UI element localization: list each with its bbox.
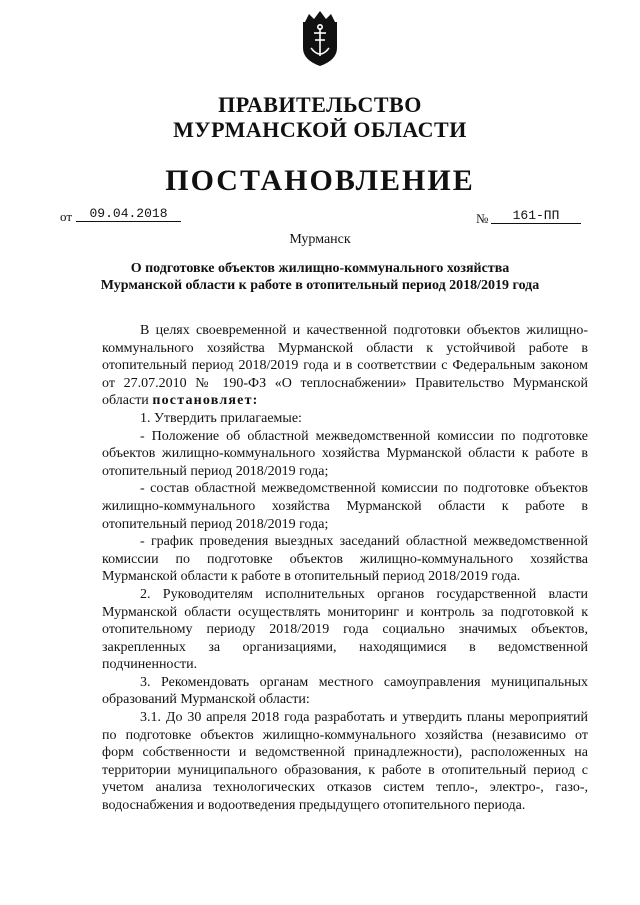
government-title-line1: ПРАВИТЕЛЬСТВО xyxy=(218,92,422,117)
item-3: 3. Рекомендовать органам местного самоуправления муниципальных образований Мурманской области: xyxy=(102,674,588,708)
item-1: 1. Утвердить прилагаемые: xyxy=(140,410,302,426)
document-number: 161-ПП xyxy=(491,208,581,224)
city-name: Мурманск xyxy=(289,232,351,247)
government-title-line2: МУРМАНСКОЙ ОБЛАСТИ xyxy=(173,117,467,142)
item-3-1: 3.1. До 30 апреля 2018 года разработать и утвердить планы мероприятий по подготовке объектов жилищно-коммунального хозяйства (независимо от форм собственности и ведомственной принадлежности), расположенных на территории муниципального образования, к работе в отопительный период с учетом анализа технологических отказов систем тепло-, электро-, газо-, водоснабжения и водоотведения предыдущего отопительного периода. xyxy=(102,710,588,814)
item-1-a: - Положение об областной межведомственной комиссии по подготовке объектов жилищно-коммунального хозяйства Мурманской области к работе в отопительный период 2018/2019 года; xyxy=(102,428,588,479)
intro-paragraph xyxy=(102,322,588,410)
document-type-title: ПОСТАНОВЛЕНИЕ xyxy=(165,164,475,197)
subject-line1: О подготовке объектов жилищно-коммунального хозяйства xyxy=(130,261,510,276)
date-label: от xyxy=(60,209,73,224)
document-body xyxy=(102,322,588,815)
resolves-word: постановляет: xyxy=(152,393,259,409)
item-1-c: - график проведения выездных заседаний областной межведомственной комиссии по подготовке объектов жилищно-коммунального хозяйства Мурманской области к работе в отопительный период 2018/2019 года. xyxy=(102,534,588,585)
number-label: № xyxy=(476,211,489,226)
intro-text: В целях своевременной и качественной подготовки объектов жилищно-коммунального хозяйства Мурманской области к устойчивой работе в отопительный период 2018/2019 года и в соответствии с Федеральным законом от 27.07.2010 № 190-ФЗ «О теплоснабжении» Правительство Мурманской области xyxy=(102,323,588,409)
item-2: 2. Руководителям исполнительных органов государственной власти Мурманской области осуществлять мониторинг и контроль за подготовкой к отопительному периоду 2018/2019 года социально значимых объектов, закрепленных за организациями, находящимися в ведомственной подчиненности. xyxy=(102,586,588,673)
subject-line2: Мурманской области к работе в отопительный период 2018/2019 года xyxy=(100,278,540,293)
murmansk-coat-of-arms-icon xyxy=(297,8,343,68)
document-date: 09.04.2018 xyxy=(76,206,181,222)
item-1-b: - состав областной межведомственной комиссии по подготовке объектов жилищно-коммунального хозяйства Мурманской области к работе в отопительный период 2018/2019 года; xyxy=(102,481,588,532)
